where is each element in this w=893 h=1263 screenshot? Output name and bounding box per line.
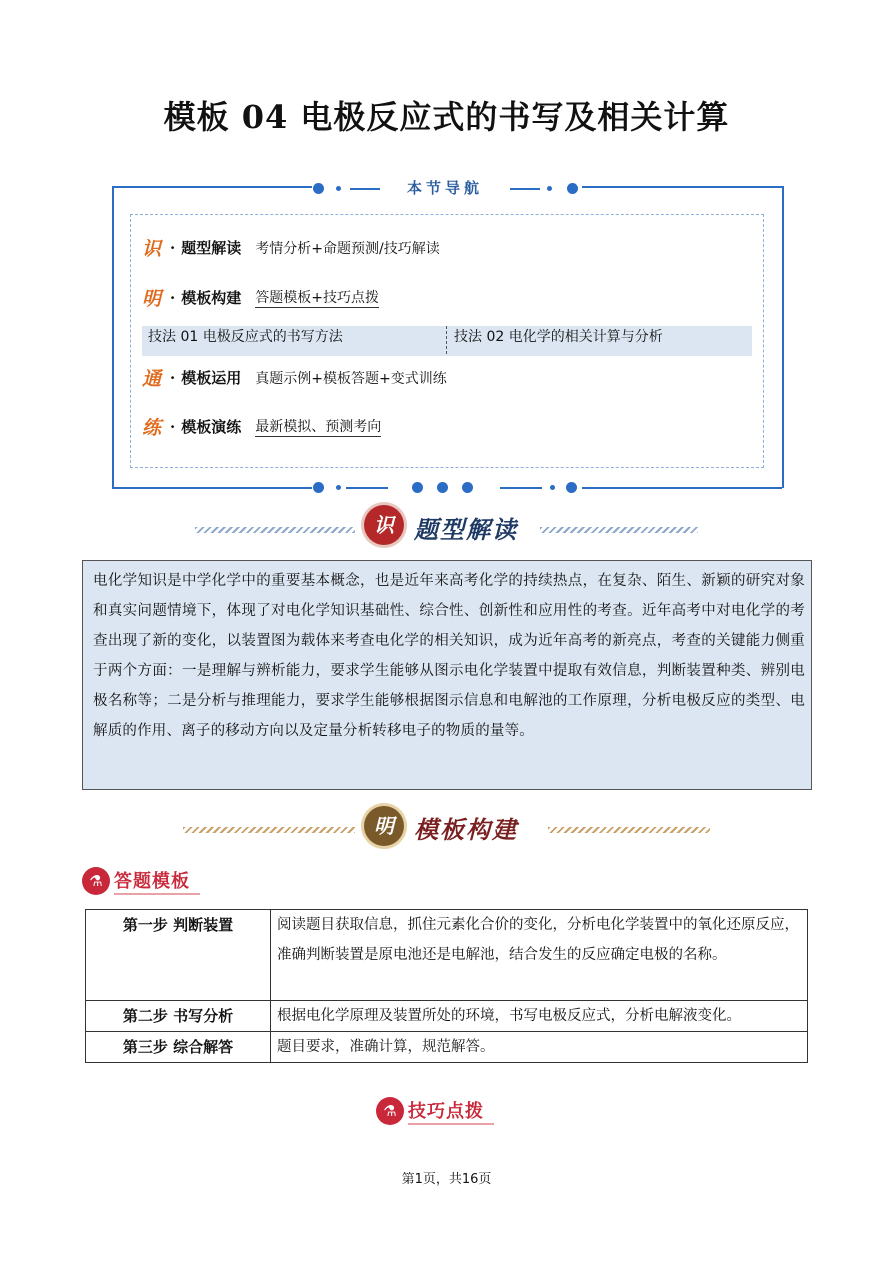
step-desc: 根据电化学原理及装置所处的环境，书写电极反应式，分析电解液变化。 xyxy=(271,1001,808,1032)
nav-bottom-border-right xyxy=(582,487,782,489)
page-footer: 第1页，共16页 xyxy=(401,1172,492,1187)
nav-heading: 本节导航 xyxy=(380,177,510,198)
step-desc: 阅读题目获取信息，抓住元素化合价的变化，分析电化学装置中的氧化还原反应，准确判断装置是原电池还是电解池，结合发生的反应确定电极的名称。 xyxy=(271,910,808,1001)
step-desc: 题目要求，准确计算，规范解答。 xyxy=(271,1032,808,1063)
nav-decor-dot xyxy=(550,485,555,490)
interpret-text-box: 电化学知识是中学化学中的重要基本概念，也是近年来高考化学的持续热点，在复杂、陌生、新颖的研究对象和真实问题情境下，体现了对电化学知识基础性、综合性、创新性和应用性的考查。近年高考中对电化学的考查出现了新的变化，以装置图为载体来考查电化学的相关知识，成为近年高考的新亮点，考查的关键能力侧重于两个方面：一是理解与辨析能力，要求学生能够从图示电化学装置中提取有效信息，判断装置种类、辨别电极名称等；二是分析与推理能力，要求学生能够根据图示信息和电解池的工作原理，分析电极反应的类型、电解质的作用、离子的移动方向以及定量分析转移电子的物质的量等。 xyxy=(82,560,812,790)
nav-top-border-left xyxy=(112,186,312,188)
nav-decor-line xyxy=(350,188,382,190)
nav-decor-dot xyxy=(313,183,324,194)
nav-decor-dot xyxy=(412,482,423,493)
technique-item[interactable]: 技法 01 电极反应式的书写方法 xyxy=(148,329,343,345)
nav-decor-dot xyxy=(566,482,577,493)
nav-row-desc: 考情分析+命题预测/技巧解读 xyxy=(255,240,440,257)
section-seal: 明 xyxy=(364,806,404,846)
answer-steps-table xyxy=(85,909,808,1063)
flask-icon: ⚗ xyxy=(82,867,110,895)
tips-tag xyxy=(376,1096,494,1126)
nav-decor-line xyxy=(346,487,388,489)
nav-decor-line xyxy=(508,188,540,190)
table-row xyxy=(86,1032,808,1063)
tips-label: 技巧点拨 xyxy=(408,1097,494,1125)
nav-row-char: 练 xyxy=(142,417,162,439)
section-title-interpret: 题型解读 xyxy=(414,515,518,544)
nav-row-desc[interactable]: 答题模板+技巧点拨 xyxy=(255,287,379,308)
nav-row-label: 模板构建 xyxy=(181,289,242,307)
technique-bar xyxy=(142,326,752,356)
nav-decor-dot xyxy=(336,186,341,191)
nav-row-char: 识 xyxy=(142,238,162,260)
nav-decor-dot xyxy=(336,485,341,490)
nav-row-label: 题型解读 xyxy=(181,239,242,257)
nav-row-interpret xyxy=(142,234,440,261)
section-seal: 识 xyxy=(364,505,404,545)
nav-row-desc: 真题示例+模板答题+变式训练 xyxy=(255,370,447,387)
page-title: 模板 04 电极反应式的书写及相关计算 xyxy=(163,98,730,136)
technique-divider xyxy=(446,326,447,354)
answer-template-tag xyxy=(82,866,200,896)
table-row xyxy=(86,910,808,1001)
banner-stripe xyxy=(540,527,698,533)
nav-bullet: · xyxy=(170,238,176,257)
step-name: 第二步 书写分析 xyxy=(86,1001,271,1032)
nav-row-char: 明 xyxy=(142,288,162,310)
table-row xyxy=(86,1001,808,1032)
section-title-build: 模板构建 xyxy=(414,815,518,844)
nav-bullet: · xyxy=(170,417,176,436)
nav-row-label: 模板演练 xyxy=(181,418,242,436)
nav-decor-dot xyxy=(547,186,552,191)
banner-stripe xyxy=(548,827,710,833)
nav-bottom-border-left xyxy=(112,487,312,489)
nav-row-label: 模板运用 xyxy=(181,369,242,387)
nav-decor-dot xyxy=(313,482,324,493)
banner-stripe xyxy=(183,827,355,833)
nav-row-apply xyxy=(142,364,447,391)
technique-item[interactable]: 技法 02 电化学的相关计算与分析 xyxy=(454,329,663,345)
banner-stripe xyxy=(195,527,355,533)
nav-decor-line xyxy=(500,487,542,489)
nav-decor-dot xyxy=(437,482,448,493)
flask-icon: ⚗ xyxy=(376,1097,404,1125)
nav-decor-dot xyxy=(567,183,578,194)
nav-decor-dot xyxy=(462,482,473,493)
step-name: 第一步 判断装置 xyxy=(86,910,271,1001)
nav-bullet: · xyxy=(170,368,176,387)
nav-row-build xyxy=(142,284,379,311)
nav-row-practice xyxy=(142,413,381,440)
step-name: 第三步 综合解答 xyxy=(86,1032,271,1063)
nav-row-char: 通 xyxy=(142,368,162,390)
nav-row-desc[interactable]: 最新模拟、预测考向 xyxy=(255,416,381,437)
nav-bullet: · xyxy=(170,288,176,307)
answer-template-label: 答题模板 xyxy=(114,867,200,895)
nav-top-border-right xyxy=(582,186,782,188)
